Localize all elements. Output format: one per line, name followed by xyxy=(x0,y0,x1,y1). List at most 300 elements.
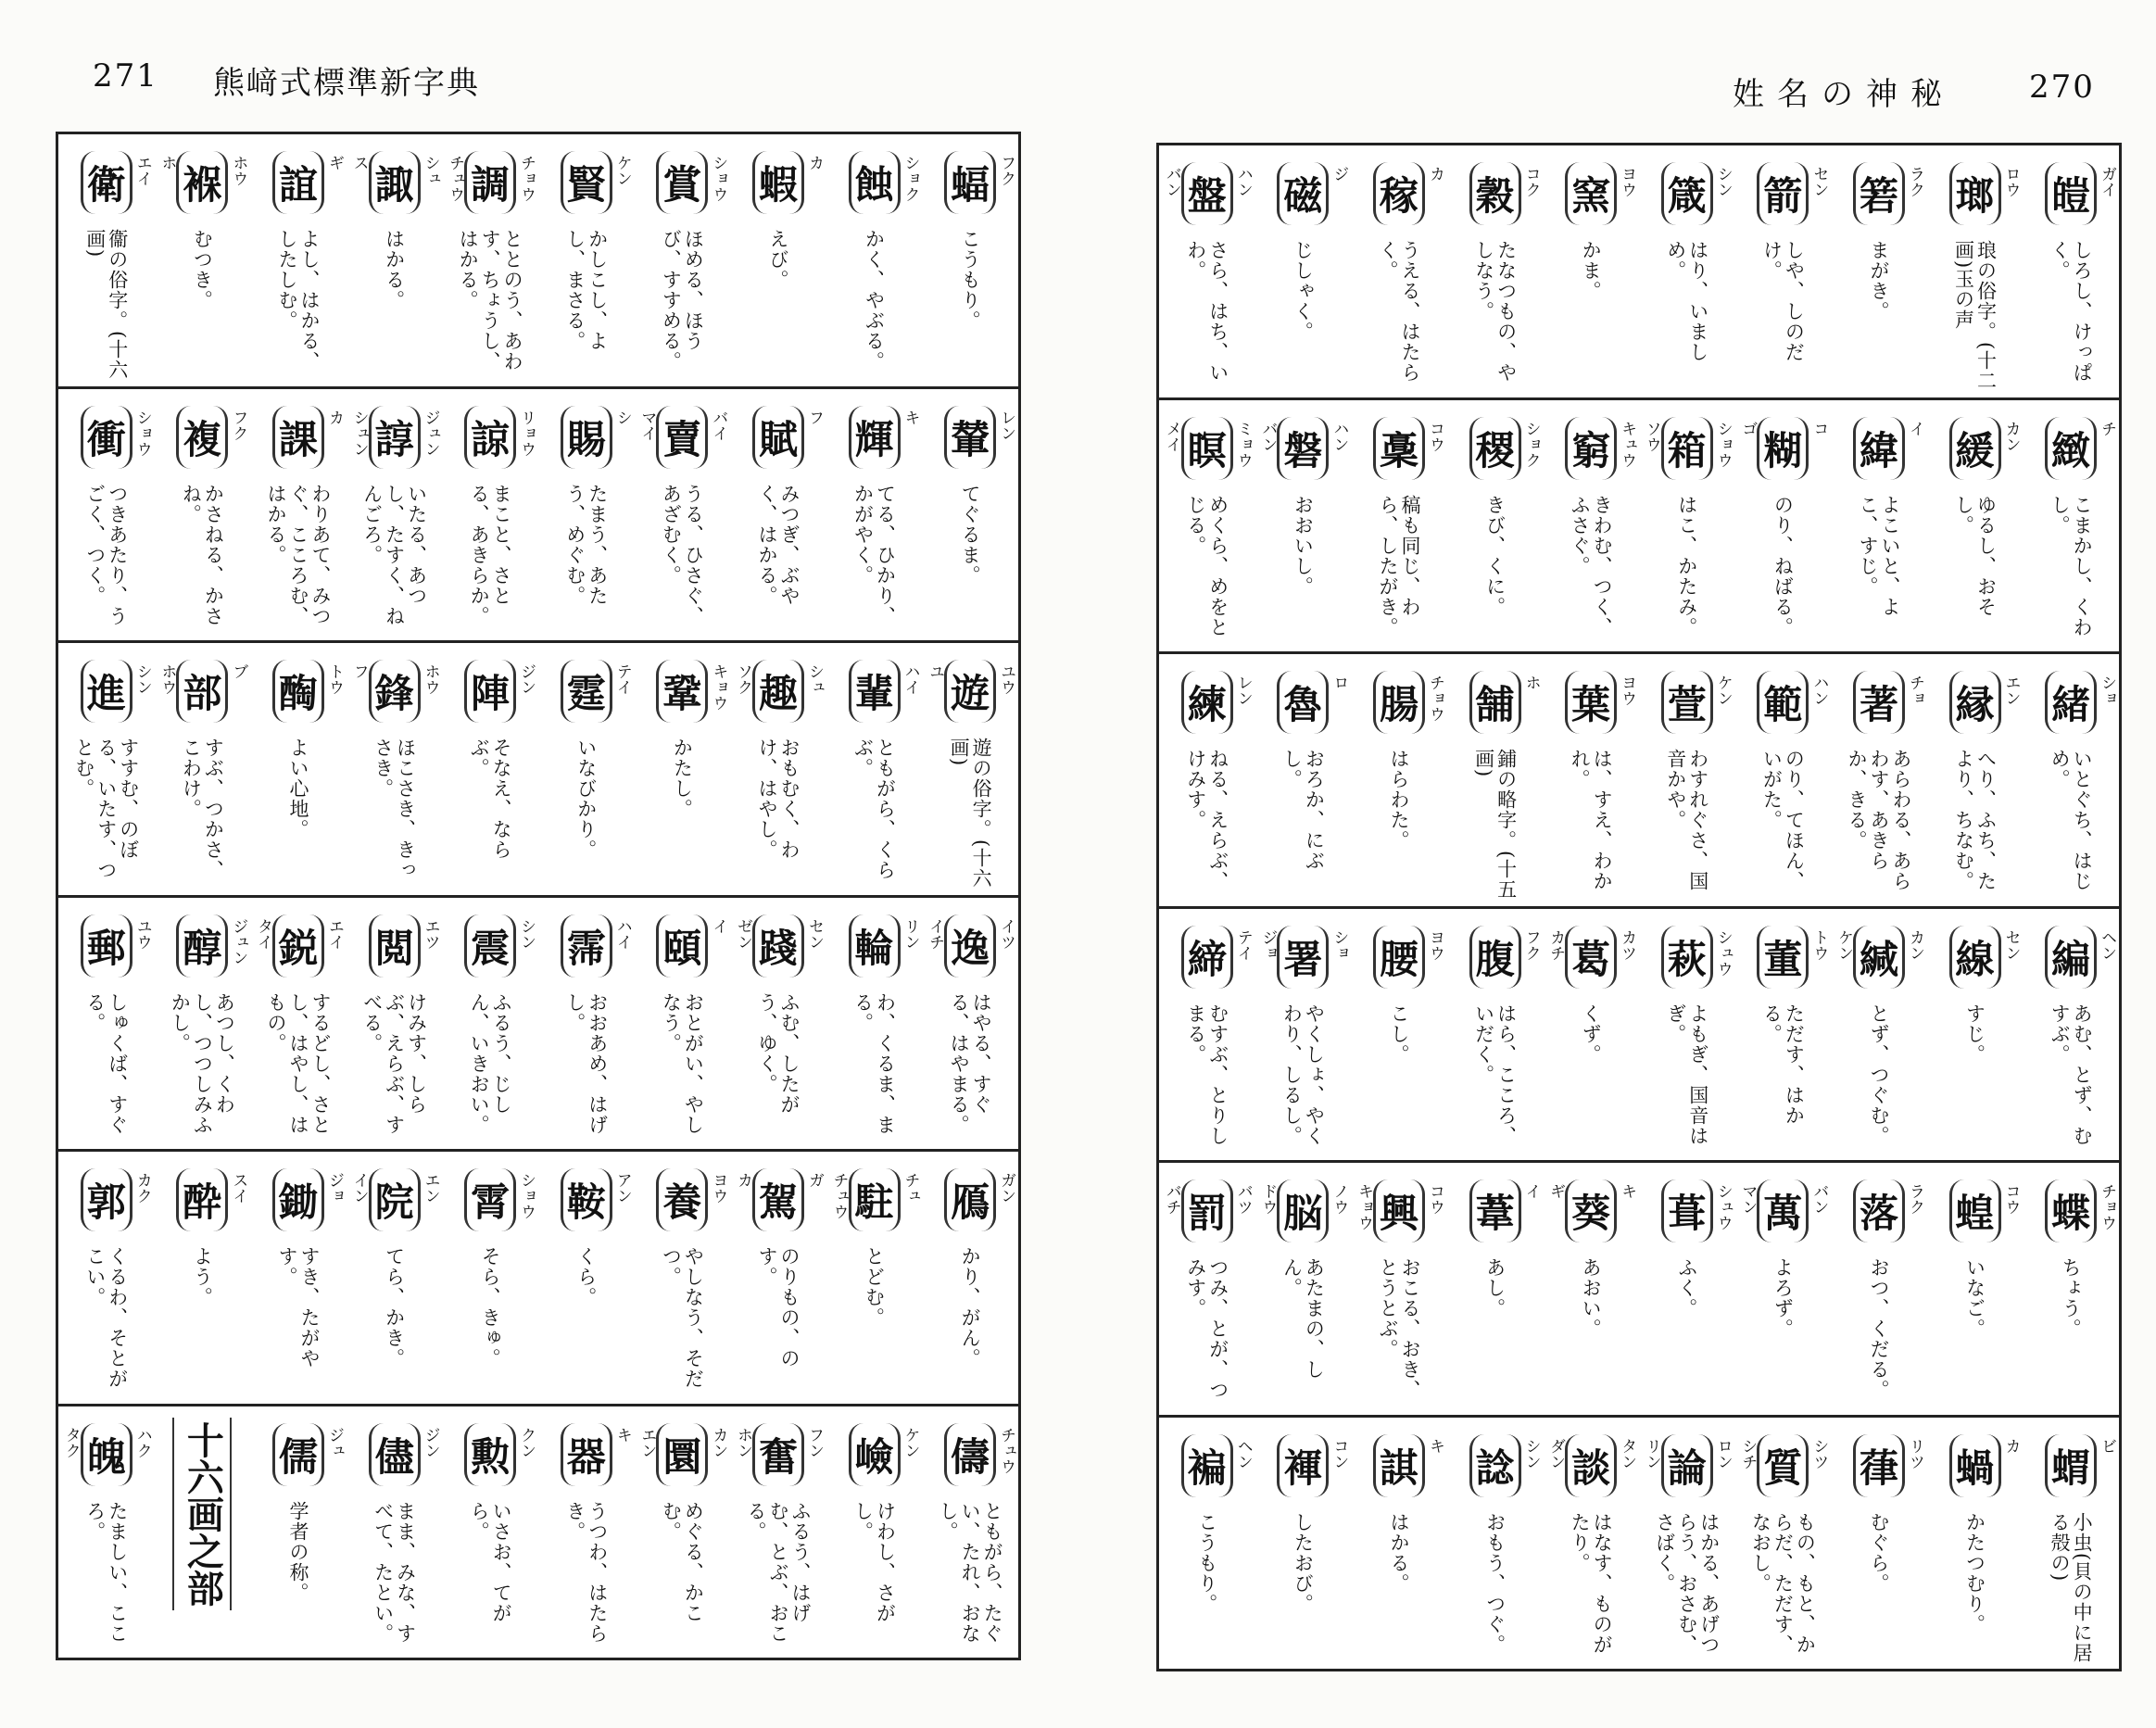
entry-alt-reading: フ xyxy=(349,663,369,679)
entry-kanji: 談 xyxy=(1565,1434,1617,1497)
entry-kanji: 輪 xyxy=(849,914,901,978)
entry-alt-reading: ホウ xyxy=(158,663,177,695)
dictionary-entry xyxy=(1351,1163,1447,1415)
entry-kanji: 酔 xyxy=(176,1168,228,1231)
dictionary-entry xyxy=(826,389,923,641)
entry-on-reading: ガイ xyxy=(2098,166,2117,197)
entry-on-reading: キ xyxy=(612,1426,632,1443)
entry-kanji: 魄 xyxy=(81,1423,132,1486)
entry-kanji: 鋭 xyxy=(272,914,324,978)
entry-meaning: くら。 xyxy=(574,1246,598,1307)
entry-on-reading: キョウ xyxy=(709,663,728,711)
entry-meaning: わすれぐさ、国音かや。 xyxy=(1664,749,1709,891)
entry-kanji: 圜 xyxy=(656,1423,708,1486)
entry-alt-reading: イチ xyxy=(926,917,945,950)
entry-kanji: 儒 xyxy=(272,1423,324,1486)
entry-kanji: 脳 xyxy=(1277,1179,1329,1242)
entry-meaning: こまかし、くわし。 xyxy=(2049,494,2094,637)
entry-kanji: 鋤 xyxy=(272,1168,324,1231)
dictionary-entry xyxy=(1255,145,1352,397)
entry-kanji: 箱 xyxy=(1661,417,1713,480)
entry-meaning: ととのう、あわす、ちょうし、はかる。 xyxy=(457,229,524,372)
dictionary-entry xyxy=(58,1152,155,1404)
entry-kanji: 箭 xyxy=(1757,162,1809,225)
entry-kanji: 蝟 xyxy=(2045,1434,2097,1497)
entry-meaning: はこ、かたみ。 xyxy=(1675,494,1698,637)
entry-kanji: 緒 xyxy=(2045,671,2097,734)
entry-on-reading: ジュ xyxy=(324,1426,344,1458)
entry-meaning: かり、がん。 xyxy=(959,1246,982,1369)
dictionary-entry xyxy=(1351,400,1447,652)
entry-meaning: 琅の俗字。(十二画)玉の声 xyxy=(1952,240,1998,392)
entry-kanji: 萩 xyxy=(1661,926,1713,989)
dictionary-entry xyxy=(1639,1418,1735,1670)
dictionary-entry xyxy=(155,643,251,895)
entry-kanji: 駕 xyxy=(752,1168,804,1231)
entry-meaning: こし。 xyxy=(1387,1003,1410,1065)
dictionary-entry xyxy=(1927,1418,2024,1670)
entry-meaning: ほめる、ほうび、すすめる。 xyxy=(660,229,705,372)
dictionary-entry xyxy=(1543,145,1639,397)
dictionary-entry xyxy=(2023,654,2119,906)
entry-meaning: けみす、しらぶ、えらぶ、すべる。 xyxy=(360,991,428,1135)
entry-meaning: はかる、あげつらう、おさむ、さばく。 xyxy=(1653,1511,1721,1655)
entry-alt-reading: バチ xyxy=(1162,1183,1181,1215)
entry-meaning: おこる、おき、とうとぶ。 xyxy=(1376,1257,1421,1400)
entry-kanji: 郭 xyxy=(81,1168,132,1231)
entry-kanji: 編 xyxy=(2045,926,2097,989)
dictionary-entry xyxy=(1639,1163,1735,1415)
dictionary-entry xyxy=(1639,145,1735,397)
entry-on-reading: ショク xyxy=(901,155,920,202)
entry-meaning: やくしょ、やくわり、しるし。 xyxy=(1280,1003,1326,1146)
dictionary-entry xyxy=(1735,400,1832,652)
entry-on-reading: ギ xyxy=(324,155,344,170)
entry-meaning: たなつもの、やしなう。 xyxy=(1472,240,1518,383)
entry-meaning: 小虫(貝の中に居る殻の) xyxy=(2049,1511,2094,1663)
section-heading: 十六画之部 xyxy=(172,1418,232,1610)
dictionary-entry xyxy=(922,1406,1018,1659)
entry-on-reading: ケン xyxy=(1713,675,1733,706)
dictionary-entry xyxy=(1159,909,1255,1161)
entry-meaning: しゅくば、すぐる。 xyxy=(83,991,129,1135)
entry-on-reading: チョウ xyxy=(1425,675,1444,722)
right-page-number: 270 xyxy=(2029,69,2095,106)
dictionary-entry xyxy=(442,1406,538,1659)
entry-meaning: おもう、つぐ。 xyxy=(1483,1511,1507,1655)
dictionary-entry xyxy=(1351,1418,1447,1670)
entry-on-reading: カ xyxy=(1425,166,1444,182)
entry-kanji: 賣 xyxy=(656,406,708,469)
entry-row xyxy=(1159,1163,2119,1418)
entry-meaning: つきあたり、うごく、つく。 xyxy=(83,483,129,626)
entry-meaning: めぐる、かこむ。 xyxy=(660,1500,705,1623)
entry-row xyxy=(58,1406,1018,1659)
entry-meaning: 鋪の略字。(十五画) xyxy=(1472,749,1518,901)
dictionary-entry xyxy=(1159,400,1255,652)
dictionary-entry xyxy=(730,134,826,386)
entry-row xyxy=(58,389,1018,644)
entry-alt-reading: エン xyxy=(637,1426,657,1458)
entry-meaning: さら、はち、いわ。 xyxy=(1184,240,1229,383)
entry-on-reading: カク xyxy=(132,1172,152,1204)
entry-kanji: 諗 xyxy=(1469,1434,1521,1497)
entry-kanji: 董 xyxy=(1757,926,1809,989)
entry-on-reading: シュ xyxy=(421,155,440,186)
entry-on-reading: ユウ xyxy=(132,917,152,950)
entry-kanji: 醄 xyxy=(272,660,324,723)
entry-meaning: よもぎ、国音はぎ。 xyxy=(1664,1003,1709,1146)
entry-kanji: 鞏 xyxy=(656,660,708,723)
entry-row xyxy=(1159,145,2119,400)
dictionary-entry xyxy=(2023,909,2119,1161)
dictionary-entry xyxy=(538,898,635,1150)
entry-meaning: あし。 xyxy=(1483,1257,1507,1318)
entry-kanji: 線 xyxy=(1949,926,2001,989)
entry-kanji: 締 xyxy=(1181,926,1233,989)
entry-on-reading: バツ xyxy=(1233,1183,1253,1215)
dictionary-entry xyxy=(922,643,1018,895)
entry-meaning: いとぐち、はじめ。 xyxy=(2049,749,2094,891)
entry-kanji: 褓 xyxy=(176,151,228,214)
entry-meaning: まがき。 xyxy=(1867,240,1890,322)
entry-kanji: 褌 xyxy=(1277,1434,1329,1497)
entry-meaning: はり、いましめ。 xyxy=(1664,240,1709,362)
dictionary-entry xyxy=(250,389,347,641)
dictionary-entry xyxy=(58,1406,155,1659)
entry-on-reading: ジュン xyxy=(421,409,440,457)
dictionary-entry xyxy=(1159,654,1255,906)
entry-meaning: 稿も同じ、わら、したがき。 xyxy=(1376,494,1421,637)
entry-on-reading: シ xyxy=(612,409,632,425)
entry-meaning: おとがい、やしなう。 xyxy=(660,991,705,1135)
entry-kanji: 腸 xyxy=(1373,671,1425,734)
entry-on-reading: コン xyxy=(1330,1437,1349,1469)
dictionary-entry xyxy=(730,898,826,1150)
entry-kanji: 稼 xyxy=(1373,162,1425,225)
entry-on-reading: ロウ xyxy=(2001,166,2021,197)
entry-on-reading: エン xyxy=(2001,675,2021,706)
entry-kanji: 輝 xyxy=(849,406,901,469)
entry-kanji: 鞍 xyxy=(561,1168,612,1231)
entry-alt-reading: ケン xyxy=(1834,928,1853,961)
entry-kanji: 衝 xyxy=(81,406,132,469)
dictionary-entry xyxy=(635,1152,731,1404)
entry-meaning: よこいと、よこ、すじ。 xyxy=(1856,494,1901,617)
dictionary-entry xyxy=(347,1406,443,1659)
dictionary-entry xyxy=(1831,145,1927,397)
entry-alt-reading: チュウ xyxy=(829,1172,849,1219)
entry-meaning: むすぶ、とりしまる。 xyxy=(1184,1003,1229,1146)
entry-meaning: よう。 xyxy=(191,1246,214,1307)
entry-meaning: たまう、あたう、めぐむ。 xyxy=(563,483,609,606)
entry-meaning: そなえ、ならぶ。 xyxy=(468,738,513,860)
entry-meaning: はかる。 xyxy=(1387,1511,1410,1594)
dictionary-entry xyxy=(730,389,826,641)
entry-meaning: ふるう、はげむ、とぶ、おこる。 xyxy=(744,1500,812,1644)
entry-kanji: 葉 xyxy=(1565,671,1617,734)
dictionary-entry xyxy=(1543,400,1639,652)
entry-on-reading: コウ xyxy=(2001,1183,2021,1215)
entry-kanji: 葛 xyxy=(1565,926,1617,989)
entry-on-reading: ロン xyxy=(1713,1437,1733,1469)
entry-meaning: うえる、はたらく。 xyxy=(1376,240,1421,383)
entry-on-reading: ハン xyxy=(1233,166,1253,197)
dictionary-entry xyxy=(1351,909,1447,1161)
entry-on-reading: ホ xyxy=(1521,675,1541,690)
entry-kanji: 衛 xyxy=(81,151,132,214)
dictionary-entry xyxy=(442,1152,538,1404)
dictionary-entry xyxy=(2023,1418,2119,1670)
entry-on-reading: シン xyxy=(1521,1437,1541,1469)
dictionary-entry xyxy=(250,1406,347,1659)
entry-on-reading: シツ xyxy=(1809,1437,1829,1469)
dictionary-entry xyxy=(1831,400,1927,652)
entry-on-reading: ケン xyxy=(612,155,632,186)
entry-kanji: 勲 xyxy=(464,1423,516,1486)
dictionary-entry xyxy=(730,643,826,895)
entry-kanji: 質 xyxy=(1757,1434,1809,1497)
entry-alt-reading: カ xyxy=(733,1172,752,1188)
dictionary-entry xyxy=(58,643,155,895)
entry-on-reading: ジュン xyxy=(229,917,248,965)
entry-on-reading: エン xyxy=(421,1172,440,1204)
entry-meaning: はかる。 xyxy=(383,229,406,310)
entry-on-reading: ヨウ xyxy=(1425,928,1444,961)
entry-row xyxy=(1159,1418,2119,1670)
dictionary-entry xyxy=(1255,654,1352,906)
entry-on-reading: ミョウ xyxy=(1233,420,1253,468)
entry-meaning: やしなう、そだつ。 xyxy=(660,1246,705,1389)
dictionary-entry xyxy=(1735,909,1832,1161)
dictionary-entry xyxy=(922,898,1018,1150)
entry-on-reading: ロ xyxy=(1330,675,1349,690)
entry-on-reading: ケン xyxy=(901,1426,920,1458)
dictionary-entry xyxy=(1831,1163,1927,1415)
entry-meaning: しろし、けっぱく。 xyxy=(2049,240,2094,383)
entry-on-reading: シュ xyxy=(804,663,824,695)
entry-on-reading: ユウ xyxy=(997,663,1016,695)
dictionary-entry xyxy=(1159,1418,1255,1670)
dictionary-entry xyxy=(58,898,155,1150)
dictionary-entry xyxy=(250,643,347,895)
entry-on-reading: シン xyxy=(132,663,152,695)
entry-kanji: 養 xyxy=(656,1168,708,1231)
entry-kanji: 稷 xyxy=(1469,417,1521,480)
entry-meaning: おろか、にぶし。 xyxy=(1280,749,1326,871)
dictionary-entry xyxy=(1927,400,2024,652)
entry-on-reading: フ xyxy=(804,409,824,425)
entry-meaning: まま、みな、すべて、たとい。 xyxy=(372,1500,417,1644)
entry-kanji: 緘 xyxy=(1853,926,1905,989)
dictionary-entry xyxy=(1831,654,1927,906)
entry-kanji: 霆 xyxy=(561,660,612,723)
entry-kanji: 蝶 xyxy=(2045,1179,2097,1242)
dictionary-entry xyxy=(538,1406,635,1659)
entry-meaning: こうもり。 xyxy=(959,229,982,331)
dictionary-entry xyxy=(1735,1163,1832,1415)
entry-on-reading: チョウ xyxy=(2098,1183,2117,1230)
dictionary-entry xyxy=(635,134,731,386)
entry-kanji: 霄 xyxy=(464,1168,516,1231)
entry-kanji: 駐 xyxy=(849,1168,901,1231)
entry-meaning: むぐら。 xyxy=(1867,1511,1890,1594)
entry-kanji: 踐 xyxy=(752,914,804,978)
entry-meaning: じしゃく。 xyxy=(1292,240,1315,342)
entry-meaning: おもむく、わけ、はやし。 xyxy=(755,738,801,860)
dictionary-entry xyxy=(538,643,635,895)
entry-alt-reading: ジョ xyxy=(1258,928,1278,961)
dictionary-entry xyxy=(347,643,443,895)
entry-kanji: 賜 xyxy=(561,406,612,469)
entry-meaning: てる、ひかり、かがやく。 xyxy=(851,483,897,626)
entry-kanji: 賦 xyxy=(752,406,804,469)
dictionary-entry xyxy=(2023,1163,2119,1415)
dictionary-entry xyxy=(1543,654,1639,906)
entry-kanji: 緩 xyxy=(1949,417,2001,480)
entry-meaning: ただす、はかる。 xyxy=(1760,1003,1806,1126)
dictionary-entry xyxy=(155,134,251,386)
entry-meaning: きび、くに。 xyxy=(1483,494,1507,617)
entry-on-reading: ヨウ xyxy=(709,1172,728,1204)
left-page-table xyxy=(56,132,1021,1660)
dictionary-entry xyxy=(1447,1163,1544,1415)
dictionary-entry xyxy=(1543,909,1639,1161)
entry-meaning: 遊の俗字。(十六画) xyxy=(948,738,993,889)
entry-kanji: 興 xyxy=(1373,1179,1425,1242)
dictionary-entry xyxy=(442,898,538,1150)
entry-kanji: 器 xyxy=(561,1423,612,1486)
entry-kanji: 瞑 xyxy=(1181,417,1233,480)
entry-row xyxy=(1159,654,2119,909)
entry-on-reading: ラク xyxy=(1905,1183,1924,1215)
entry-on-reading: トウ xyxy=(324,663,344,695)
entry-alt-reading: シュン xyxy=(349,409,369,457)
entry-on-reading: ヘン xyxy=(2098,928,2117,961)
entry-meaning: すじ。 xyxy=(1963,1003,1986,1065)
entry-kanji: 諏 xyxy=(369,151,421,214)
entry-on-reading: キ xyxy=(1425,1437,1444,1454)
entry-on-reading: ヘン xyxy=(1233,1437,1253,1469)
entry-alt-reading: ソウ xyxy=(1642,420,1661,452)
entry-kanji: 賢 xyxy=(561,151,612,214)
dictionary-entry xyxy=(347,898,443,1150)
entry-alt-reading: ダン xyxy=(1546,1437,1566,1469)
entry-kanji: 閲 xyxy=(369,914,421,978)
entry-kanji: 磐 xyxy=(1277,417,1329,480)
dictionary-entry xyxy=(442,134,538,386)
entry-on-reading: ジン xyxy=(517,663,536,695)
entry-alt-reading: バン xyxy=(1162,166,1181,197)
dictionary-entry xyxy=(442,389,538,641)
dictionary-entry xyxy=(1927,654,2024,906)
entry-meaning: とず、つぐむ。 xyxy=(1867,1003,1890,1146)
entry-meaning: おおあめ、はげし。 xyxy=(563,991,609,1135)
right-page-title: 姓名の神秘 xyxy=(1733,76,1955,113)
dictionary-entry xyxy=(730,1406,826,1659)
entry-kanji: 諒 xyxy=(464,406,516,469)
dictionary-entry xyxy=(1159,1163,1255,1415)
entry-meaning: ほこさき、きっさき。 xyxy=(372,738,417,880)
entry-meaning: いなびかり。 xyxy=(574,738,598,860)
dictionary-entry xyxy=(1735,145,1832,397)
dictionary-entry xyxy=(1447,400,1544,652)
entry-kanji: 蝸 xyxy=(1949,1434,2001,1497)
entry-kanji: 頤 xyxy=(656,914,708,978)
entry-kanji: 萱 xyxy=(1661,671,1713,734)
entry-kanji: 奮 xyxy=(752,1423,804,1486)
dictionary-entry xyxy=(250,134,347,386)
entry-kanji: 儘 xyxy=(369,1423,421,1486)
entry-on-reading: カン xyxy=(2001,420,2021,452)
entry-on-reading: レン xyxy=(1233,675,1253,706)
entry-kanji: 論 xyxy=(1661,1434,1713,1497)
entry-kanji: 褊 xyxy=(1181,1434,1233,1497)
entry-on-reading: カ xyxy=(2001,1437,2021,1454)
entry-kanji: 腰 xyxy=(1373,926,1425,989)
entry-alt-reading: マイ xyxy=(637,409,657,441)
entry-meaning: はなす、ものがたり。 xyxy=(1569,1511,1614,1655)
entry-on-reading: リョウ xyxy=(517,409,536,457)
entry-kanji: 窮 xyxy=(1565,417,1617,480)
entry-meaning: ふむ、したがう、ゆく。 xyxy=(755,991,801,1115)
entry-meaning: はらわた。 xyxy=(1387,749,1410,851)
entry-row xyxy=(58,898,1018,1153)
entry-kanji: 部 xyxy=(176,660,228,723)
dictionary-entry xyxy=(442,643,538,895)
entry-on-reading: バイ xyxy=(709,409,728,441)
dictionary-entry xyxy=(58,389,155,641)
entry-on-reading: ヨウ xyxy=(1618,675,1637,706)
entry-meaning: 学者の称。 xyxy=(286,1500,309,1603)
entry-kanji: 鴈 xyxy=(944,1168,996,1231)
dictionary-entry xyxy=(155,389,251,641)
entry-on-reading: カツ xyxy=(1618,928,1637,961)
dictionary-entry xyxy=(250,898,347,1150)
dictionary-entry xyxy=(58,134,155,386)
entry-meaning: てら、かき。 xyxy=(383,1246,406,1369)
left-page-title: 熊﨑式標準新字典 xyxy=(213,65,480,102)
dictionary-entry xyxy=(347,389,443,641)
entry-on-reading: リツ xyxy=(1905,1437,1924,1469)
entry-on-reading: キュウ xyxy=(1618,420,1637,468)
dictionary-entry xyxy=(635,898,731,1150)
dictionary-entry xyxy=(1159,145,1255,397)
entry-on-reading: ショウ xyxy=(132,409,152,457)
entry-kanji: 葦 xyxy=(1469,1179,1521,1242)
entry-kanji: 賞 xyxy=(656,151,708,214)
entry-kanji: 箬 xyxy=(1853,162,1905,225)
entry-kanji: 諆 xyxy=(1373,1434,1425,1497)
entry-on-reading: トウ xyxy=(1809,928,1829,961)
entry-on-reading: ノウ xyxy=(1330,1183,1349,1215)
entry-kanji: 皚 xyxy=(2045,162,2097,225)
entry-on-reading: ガン xyxy=(997,1172,1016,1204)
entry-kanji: 署 xyxy=(1277,926,1329,989)
section-heading-cell xyxy=(155,1406,251,1659)
entry-on-reading: タン xyxy=(1618,1437,1637,1469)
entry-meaning: いなご。 xyxy=(1963,1257,1986,1339)
entry-on-reading: イ xyxy=(709,917,728,934)
entry-kanji: 瑯 xyxy=(1949,162,2001,225)
entry-row xyxy=(58,1152,1018,1406)
entry-meaning: しや、しのだけ。 xyxy=(1760,240,1806,362)
dictionary-entry xyxy=(1447,1418,1544,1670)
entry-on-reading: ホウ xyxy=(421,663,440,695)
entry-meaning: きわむ、つく、ふさぐ。 xyxy=(1569,494,1614,637)
entry-meaning: すぶ、つかさ、こわけ。 xyxy=(180,738,225,880)
entry-kanji: 儔 xyxy=(944,1423,996,1486)
